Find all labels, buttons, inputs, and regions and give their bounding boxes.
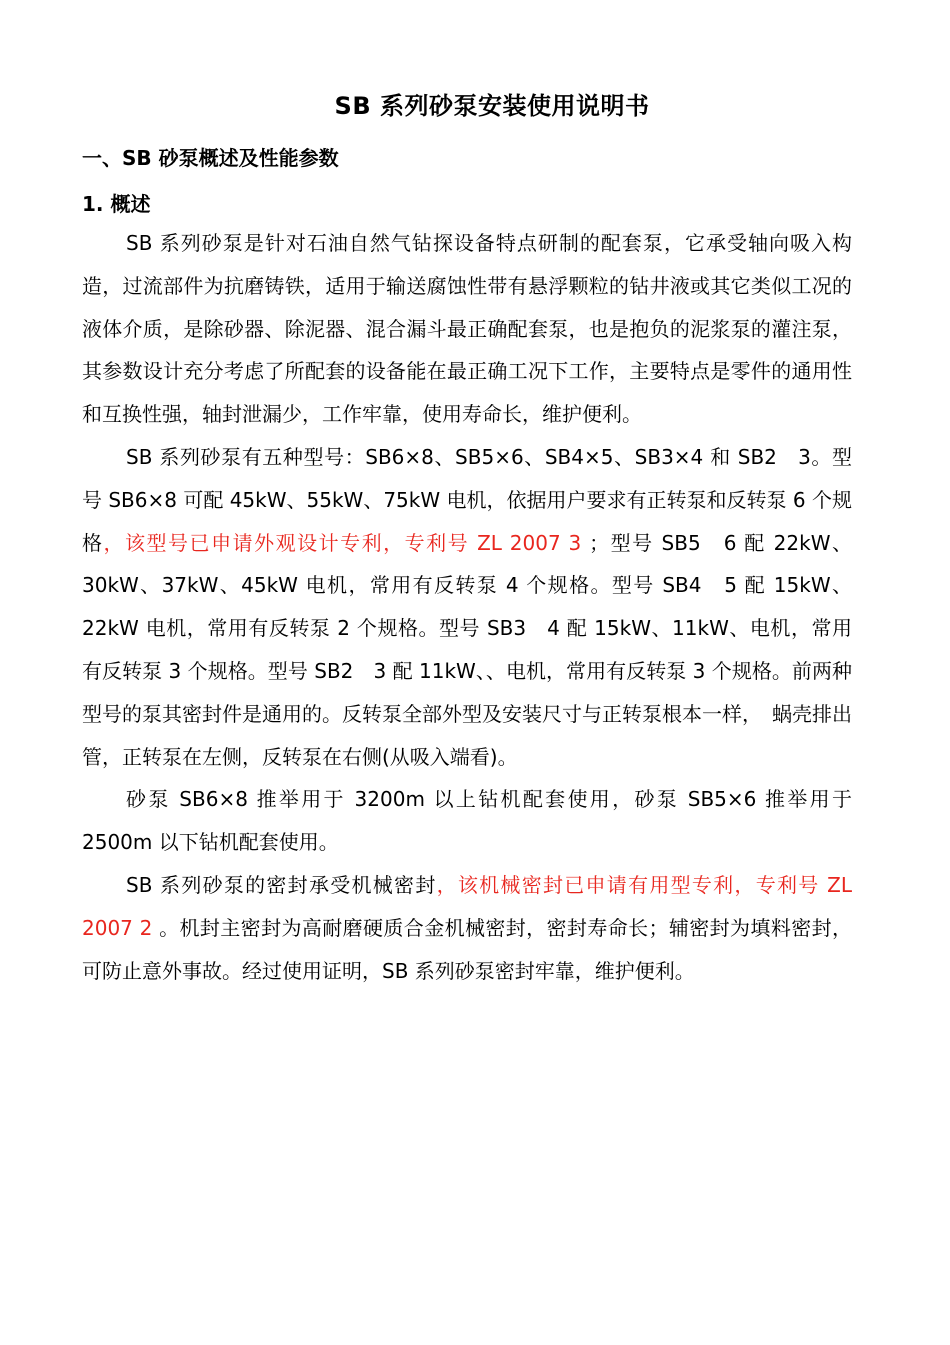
models-text-b: ；型号 SB5 6 配 22kW、30kW、37kW、45kW 电机，常用有反转泵 4 个规格。型号 SB4 5 配 15kW、22kW 电机，常用有反转泵 2 个规格。型号 SB3 4 配 15kW、11kW、电机，常用有反转泵 3 个规格。型号 SB2 3 配 11kW、、电机，常用有反转泵 3 个规格。前两种型号的泵其密封件是通用的。反转泵全部外型及安装尺寸与正转泵根本一样， 蜗壳排出管，正转泵在左侧，反转泵在右侧(从吸入端看)。 — [82, 530, 853, 769]
subsection-heading: 1. 概述 — [82, 192, 151, 216]
section-heading: 一、SB 砂泵概述及性能参数 — [82, 146, 339, 170]
seal-text-b: 。机封主密封为高耐磨硬质合金机械密封，密封寿命长；辅密封为填料密封，可防止意外事故。经过使用证明，SB 系列砂泵密封牢靠，维护便利。 — [82, 915, 852, 983]
document-title: SB 系列砂泵安装使用说明书 — [334, 92, 650, 120]
seal-text-a: SB 系列砂泵的密封承受机械密封 — [126, 872, 437, 897]
models-text-a: SB 系列砂泵有五种型号：SB6×8、SB5×6、SB4×5、SB3×4 和 SB2 3。型号 SB6×8 可配 45kW、55kW、75kW 电机，依据用户要求有正转泵和反转泵 6 个规格 — [82, 444, 852, 555]
paragraph-seal — [82, 864, 852, 992]
paragraph-models — [82, 436, 852, 778]
paragraph-recommendation: 砂泵 SB6×8 推举用于 3200m 以上钻机配套使用，砂泵 SB5×6 推举用于 2500m 以下钻机配套使用。 — [82, 787, 852, 855]
paragraph-overview: SB 系列砂泵是针对石油自然气钻探设备特点研制的配套泵，它承受轴向吸入构造，过流部件为抗磨铸铁，适用于输送腐蚀性带有悬浮颗粒的钻井液或其它类似工况的液体介质，是除砂器、除泥器、混合漏斗最正确配套泵，也是抱负的泥浆泵的灌注泵，其参数设计充分考虑了所配套的设备能在最正确工况下工作，主要特点是零件的通用性和互换性强，轴封泄漏少，工作牢靠，使用寿命长，维护便利。 — [82, 231, 852, 427]
patent-note-design: ，该型号已申请外观设计专利，专利号 ZL 2007 3 — [103, 530, 582, 555]
patent-note-utility: ，该机械密封已申请有用型专利，专利号 ZL 2007 2 — [82, 872, 853, 940]
document-page — [82, 84, 852, 992]
